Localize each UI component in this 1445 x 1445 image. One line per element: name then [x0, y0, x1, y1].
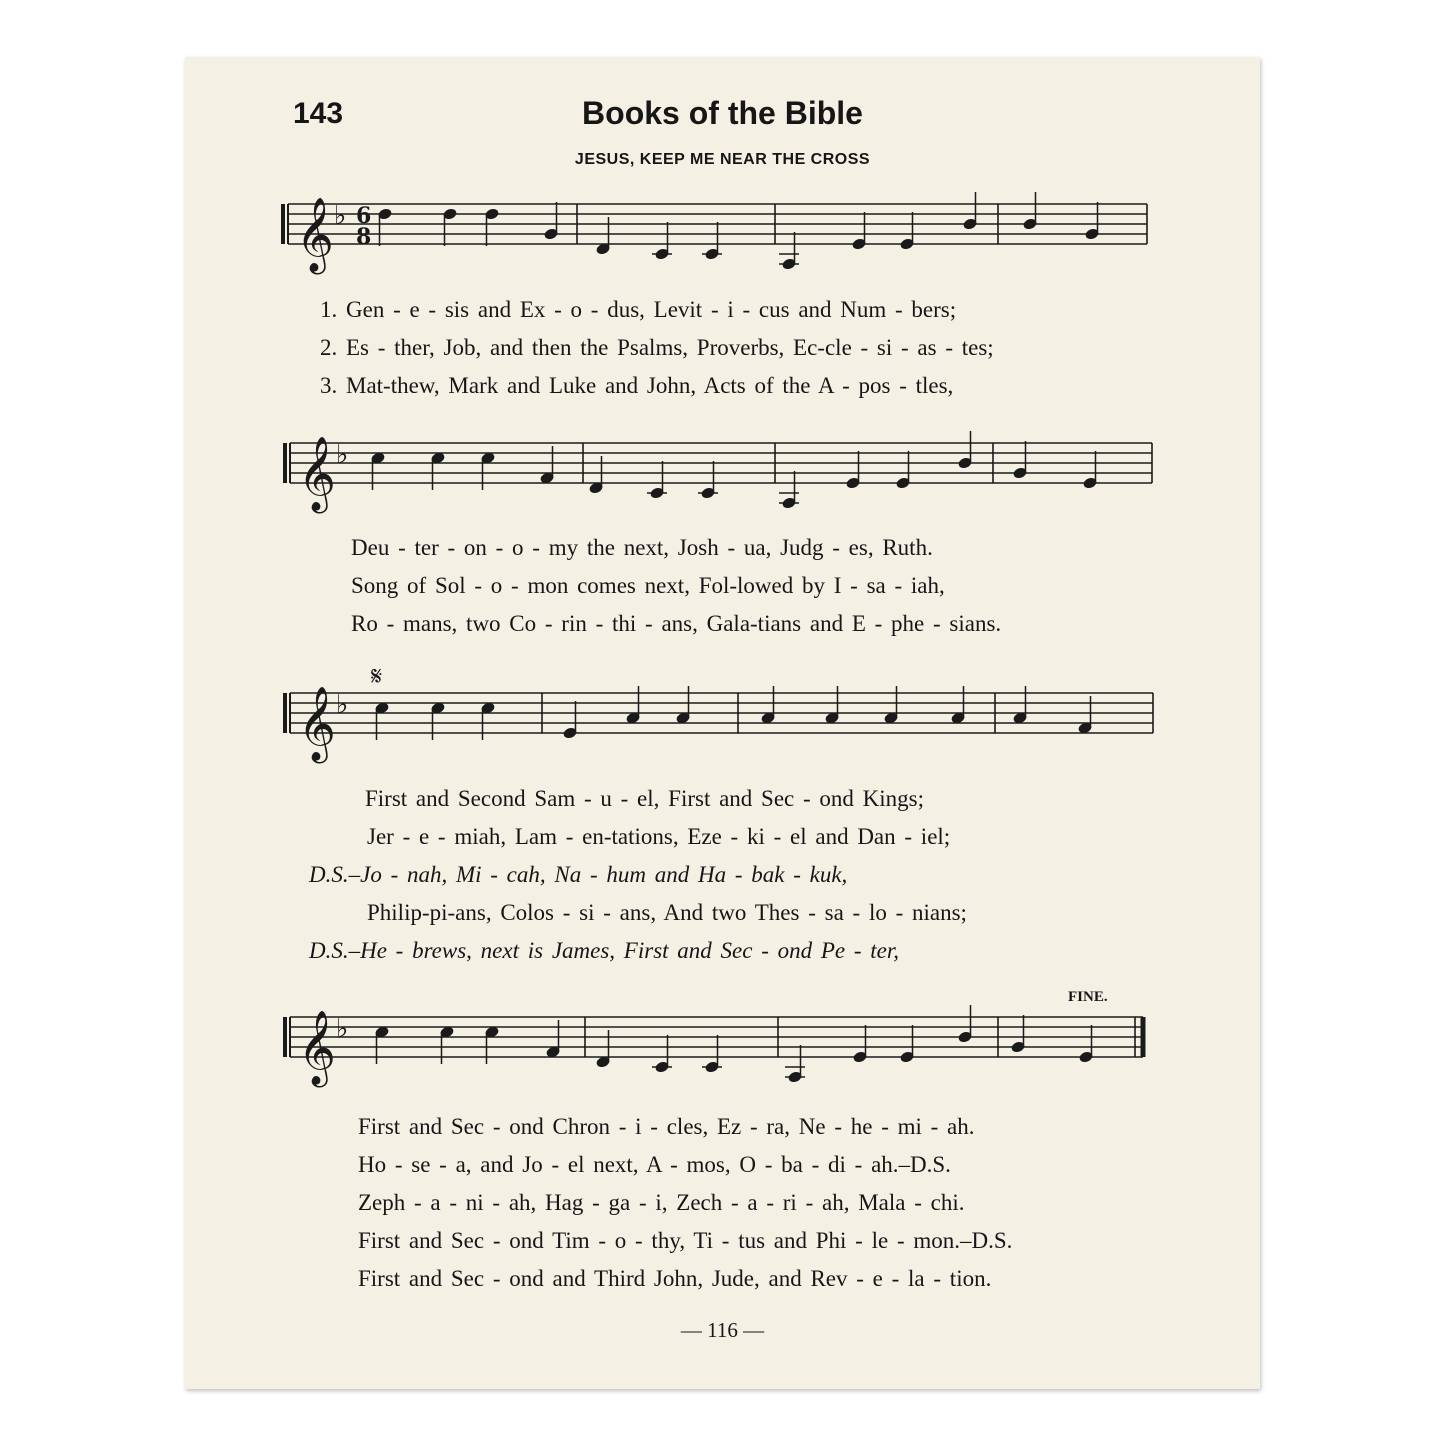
flat-icon: ♭	[336, 690, 349, 720]
tune-name: JESUS, KEEP ME NEAR THE CROSS	[574, 151, 871, 168]
treble-clef-icon: 𝄞	[298, 1011, 336, 1085]
lyric-line: 1. Gen - e - sis and Ex - o - dus, Levit - i - cus and Num - bers;	[320, 297, 957, 322]
page-title: Books of the Bible	[582, 95, 863, 131]
lyric-line: First and Sec - ond and Third John, Jude, and Rev - e - la - tion.	[358, 1266, 992, 1291]
lyric-line: First and Second Sam - u - el, First and Sec - ond Kings;	[365, 786, 925, 811]
lyric-line: Ro - mans, two Co - rin - thi - ans, Gala-tians and E - phe - sians.	[351, 611, 1002, 636]
flat-icon: ♭	[336, 440, 349, 470]
lyric-line: First and Sec - ond Chron - i - cles, Ez - ra, Ne - he - mi - ah.	[358, 1114, 975, 1139]
lyric-line: First and Sec - ond Tim - o - thy, Ti - tus and Phi - le - mon.–D.S.	[358, 1228, 1013, 1253]
lyric-line: 3. Mat-thew, Mark and Luke and John, Acts of the A - pos - tles,	[320, 373, 954, 398]
lyric-line: Ho - se - a, and Jo - el next, A - mos, O - ba - di - ah.–D.S.	[358, 1152, 951, 1177]
lyric-line: Deu - ter - on - o - my the next, Josh - ua, Judg - es, Ruth.	[351, 535, 933, 560]
treble-clef-icon: 𝄞	[296, 198, 334, 272]
lyric-line: Song of Sol - o - mon comes next, Fol-lowed by I - sa - iah,	[351, 573, 945, 598]
lyric-line: D.S.–He - brews, next is James, First and Sec - ond Pe - ter,	[309, 938, 900, 963]
lyric-line: 2. Es - ther, Job, and then the Psalms, Proverbs, Ec-cle - si - as - tes;	[320, 335, 994, 360]
hymn-number: 143	[293, 97, 344, 130]
time-signature-top: 6	[356, 203, 372, 229]
hymn-page	[185, 57, 1260, 1389]
flat-icon: ♭	[336, 1014, 349, 1044]
lyric-line: Zeph - a - ni - ah, Hag - ga - i, Zech - a - ri - ah, Mala - chi.	[358, 1190, 965, 1215]
lyric-line: D.S.–Jo - nah, Mi - cah, Na - hum and Ha - bak - kuk,	[309, 862, 848, 887]
page-number: — 116 —	[680, 1318, 765, 1342]
flat-icon: ♭	[334, 201, 347, 231]
segno-icon: 𝄋	[371, 662, 383, 692]
treble-clef-icon: 𝄞	[298, 687, 336, 761]
fine-marking: FINE.	[1068, 989, 1108, 1005]
lyric-line: Jer - e - miah, Lam - en-tations, Eze - ki - el and Dan - iel;	[367, 824, 951, 849]
lyric-line: Philip-pi-ans, Colos - si - ans, And two Thes - sa - lo - nians;	[367, 900, 967, 925]
treble-clef-icon: 𝄞	[298, 437, 336, 511]
time-signature-bottom: 8	[356, 224, 372, 250]
